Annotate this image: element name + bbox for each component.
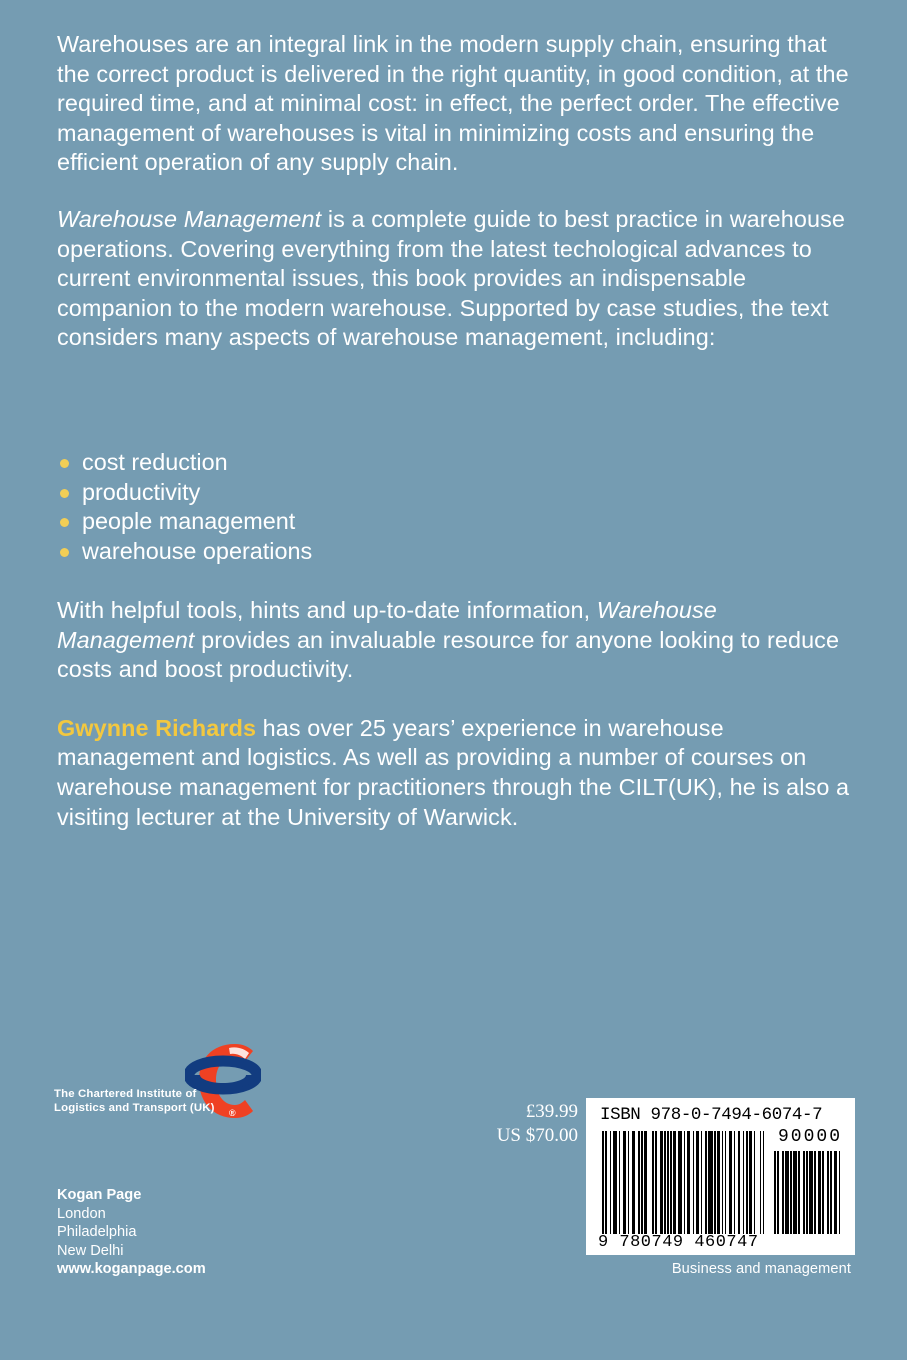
price-gbp: £39.99 (525, 1101, 578, 1122)
publisher-city: Philadelphia (57, 1224, 137, 1241)
list-item (57, 478, 657, 508)
barcode-ean-digits: 9 780749 460747 (598, 1233, 759, 1252)
author-bio-paragraph (57, 714, 857, 832)
feature-bullet-list (57, 448, 657, 566)
publisher-block (57, 1186, 206, 1279)
blurb-paragraph-2-rest: is a complete guide to best practice in warehouse operations. Covering everything from the latest techological advances to current environmental issues, this book provides an indispensable companion to the modern warehouse. Supported by case studies, the text considers many aspects of warehouse management, including: (57, 205, 846, 351)
bullet-dot-icon (60, 489, 69, 498)
barcode-addon-digits: 90000 (777, 1127, 842, 1147)
closing-part-1: With helpful tools, hints and up-to-date information, (57, 597, 597, 623)
bullet-label: cost reduction (82, 449, 228, 475)
bullet-label: people management (82, 508, 296, 535)
cilt-text-line-1: The Chartered Institute of (54, 1088, 197, 1100)
price-usd: US $70.00 (496, 1125, 578, 1146)
barcode-bars-main (602, 1131, 766, 1234)
closing-part-2: provides an invaluable resource for anyone looking to reduce costs and boost productivity. (57, 626, 840, 683)
bullet-dot-icon (60, 548, 69, 557)
closing-paragraph (57, 596, 857, 685)
publisher-website[interactable]: www.koganpage.com (57, 1261, 206, 1278)
category-label: Business and management (671, 1261, 851, 1277)
bullet-dot-icon (60, 459, 69, 468)
isbn-barcode (586, 1098, 855, 1255)
publisher-city: New Delhi (57, 1242, 124, 1259)
price-block (420, 1100, 578, 1148)
cilt-text-line-2: Logistics and Transport (UK) (54, 1102, 215, 1115)
publisher-city: London (57, 1205, 106, 1222)
list-item (57, 448, 657, 478)
cilt-logo (54, 1040, 254, 1126)
bullet-label: warehouse operations (82, 537, 313, 564)
book-title-italic: Warehouse Management (57, 597, 717, 653)
isbn-label: ISBN 978-0-7494-6074-7 (600, 1105, 823, 1125)
bullet-label: productivity (82, 478, 201, 505)
blurb-paragraph-2 (57, 205, 854, 353)
book-title-italic: Warehouse Management (57, 205, 322, 232)
closing-and-bio-block (57, 596, 857, 859)
bullet-dot-icon (60, 518, 69, 527)
list-item (57, 537, 657, 567)
list-item (57, 507, 657, 537)
author-bio-text: has over 25 years’ experience in warehouse management and logistics. As well as providing a number of courses on warehouse management for practitioners through the CILT(UK), he is also a visiting lecturer at the University of Warwick. (57, 714, 850, 830)
cilt-logo-text (54, 1087, 215, 1116)
author-name: Gwynne Richards (57, 714, 257, 741)
blurb-paragraph-1: Warehouses are an integral link in the modern supply chain, ensuring that the correct product is delivered in the right quantity, in good condition, at the required time, and at minimal cost: in effect, the perfect order. The effective management of warehouses is vital in minimizing costs and ensuring the efficient operation of any supply chain. (57, 31, 849, 176)
blurb-text-block (57, 30, 854, 378)
barcode-bars-addon (774, 1151, 842, 1234)
registered-trademark-icon: ® (229, 1108, 236, 1118)
publisher-name: Kogan Page (57, 1187, 142, 1203)
